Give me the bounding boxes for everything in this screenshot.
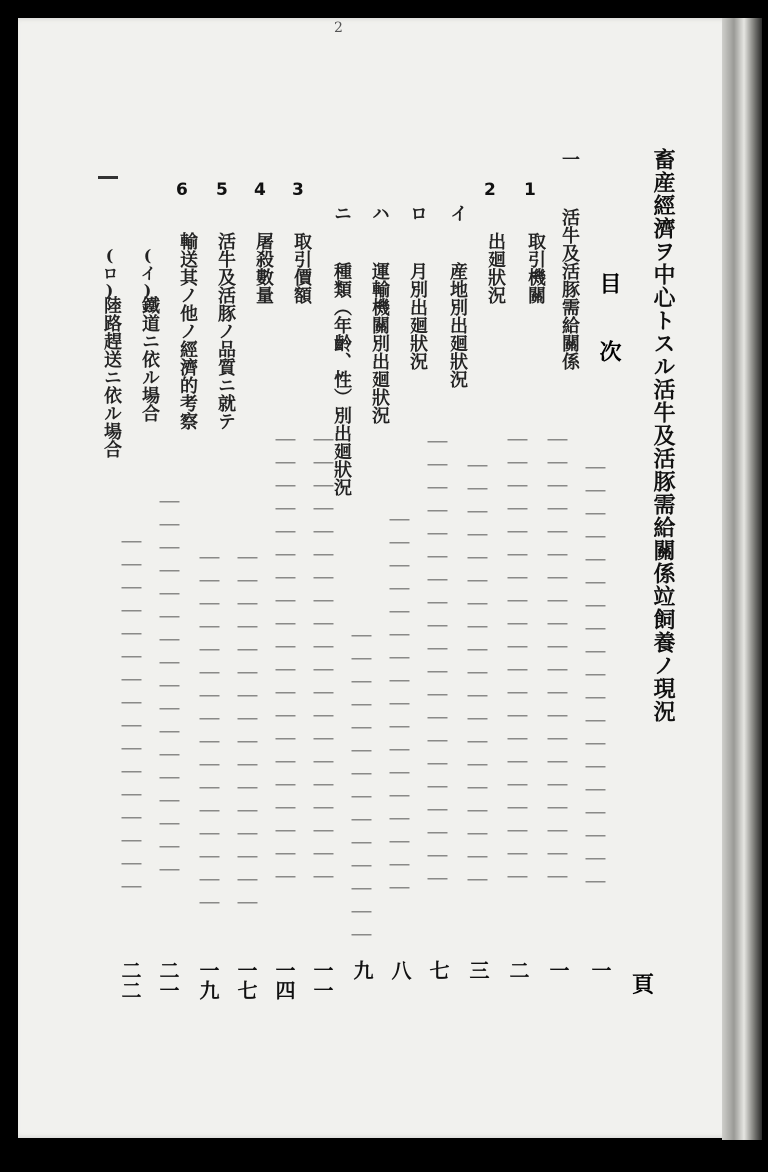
entry-text: 活牛及活豚ノ品質ニ就テ <box>215 232 236 430</box>
page-column-header: 頁 <box>632 972 655 998</box>
decorative-dash <box>98 176 118 179</box>
entry-page: 一七 <box>234 960 258 1000</box>
entry-leader: ｜｜｜｜｜｜｜｜｜｜｜｜｜｜｜｜ <box>196 548 220 916</box>
entry-page: 三 <box>466 960 490 980</box>
entry-number: ハ <box>369 204 390 222</box>
entry-page: 一 <box>588 960 612 980</box>
entry-number: (ロ) <box>100 246 119 300</box>
entry-number: 2 <box>484 180 496 200</box>
entry-number: 一 <box>559 150 580 168</box>
entry-number: 4 <box>254 180 266 200</box>
entry-number: 1 <box>524 180 536 200</box>
entry-text: 産地別出廻狀況 <box>447 262 468 388</box>
entry-page: 一九 <box>196 960 220 1000</box>
entry-number: 5 <box>216 180 228 200</box>
entry-leader: ｜｜｜｜｜｜｜｜｜｜｜｜｜｜｜｜｜｜｜｜ <box>504 430 528 890</box>
entry-leader: ｜｜｜｜｜｜｜｜｜｜｜｜｜｜｜｜ <box>234 548 258 916</box>
entry-page: 一四 <box>272 960 296 1000</box>
page-mark: 2 <box>334 20 343 36</box>
entry-leader: ｜｜｜｜｜｜｜｜｜｜｜｜｜｜ <box>348 626 372 948</box>
entry-page: 一一 <box>310 960 334 1000</box>
entry-page: 二一 <box>156 960 180 1000</box>
entry-text: 運輸機關別出廻狀況 <box>369 262 390 424</box>
entry-leader: ｜｜｜｜｜｜｜｜｜｜｜｜｜｜｜｜｜ <box>156 492 180 883</box>
entry-number: ロ <box>407 204 428 222</box>
entry-page: 一 <box>546 960 570 980</box>
entry-leader: ｜｜｜｜｜｜｜｜｜｜｜｜｜｜｜｜｜｜｜｜ <box>310 430 334 890</box>
entry-text: 鐵道ニ依ル場合 <box>139 296 160 422</box>
entry-text: 陸路趕送ニ依ル場合 <box>101 296 122 458</box>
entry-page: 九 <box>350 960 374 980</box>
entry-leader: ｜｜｜｜｜｜｜｜｜｜｜｜｜｜｜｜｜｜｜｜ <box>424 432 448 892</box>
entry-page: 二二 <box>118 960 142 1000</box>
entry-leader: ｜｜｜｜｜｜｜｜｜｜｜｜｜｜｜｜｜｜｜｜ <box>272 430 296 890</box>
entry-text: 輸送其ノ他ノ經濟的考察 <box>177 232 198 430</box>
entry-leader: ｜｜｜｜｜｜｜｜｜｜｜｜｜｜｜｜｜｜｜｜ <box>544 430 568 890</box>
entry-text: 月別出廻狀況 <box>407 262 428 370</box>
entry-number: イ <box>447 204 468 222</box>
entry-page: 七 <box>426 960 450 980</box>
entry-page: 二 <box>506 960 530 980</box>
book-edge <box>722 18 762 1140</box>
entry-text: 出廻狀況 <box>485 232 506 304</box>
entry-number: 3 <box>292 180 304 200</box>
entry-text: 屠殺數量 <box>253 232 274 304</box>
entry-page: 八 <box>388 960 412 980</box>
entry-text: 取引價額 <box>291 232 312 304</box>
entry-text: 取引機關 <box>525 232 546 304</box>
entry-number: (イ) <box>138 246 157 300</box>
entry-text: 活牛及活豚需給關係 <box>559 208 580 370</box>
entry-leader: ｜｜｜｜｜｜｜｜｜｜｜｜｜｜｜｜｜｜｜ <box>464 456 488 893</box>
document-title: 畜産經濟ヲ中心トスル活牛及活豚需給關係竝飼養ノ現況 <box>650 148 676 723</box>
entry-number: ニ <box>331 204 352 222</box>
entry-leader: ｜｜｜｜｜｜｜｜｜｜｜｜｜｜｜｜ <box>118 532 142 900</box>
toc-heading: 目 次 <box>596 272 622 374</box>
entry-number: 6 <box>176 180 188 200</box>
entry-leader: ｜｜｜｜｜｜｜｜｜｜｜｜｜｜｜｜｜｜｜ <box>582 458 606 895</box>
entry-leader: ｜｜｜｜｜｜｜｜｜｜｜｜｜｜｜｜｜ <box>386 510 410 901</box>
entry-text: 種類（年齡、性）別出廻狀況 <box>331 262 352 496</box>
